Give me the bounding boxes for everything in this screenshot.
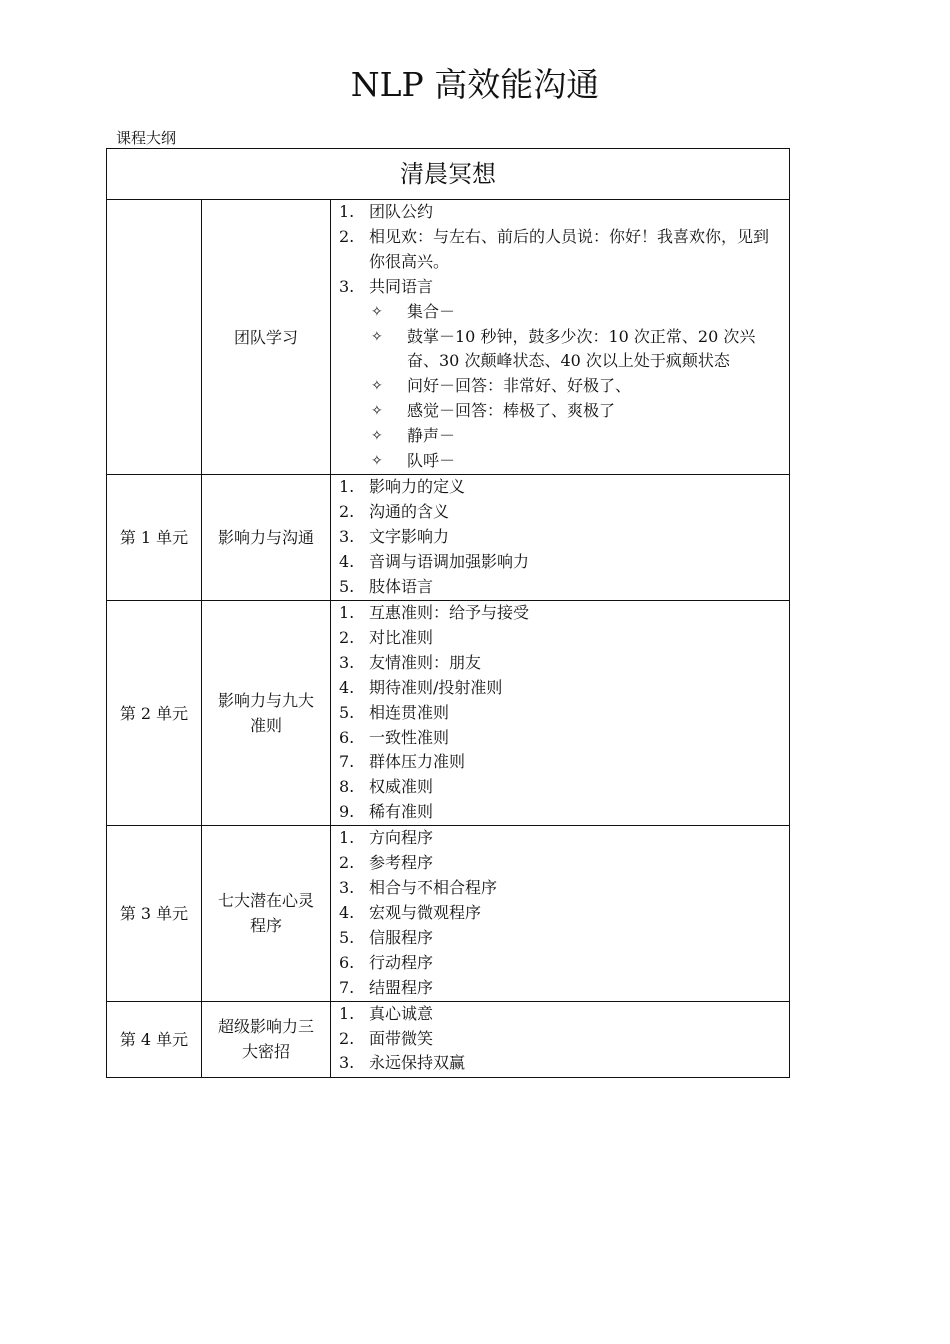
list-item-number: 2. xyxy=(339,502,355,522)
sub-list-item xyxy=(331,399,789,424)
topic-cell xyxy=(202,826,331,1001)
topic-cell xyxy=(202,200,331,475)
list-item xyxy=(331,750,789,775)
list-item-number: 1. xyxy=(339,202,355,222)
list-item-text: 一致性准则 xyxy=(369,727,450,747)
list-item-number: 3. xyxy=(339,652,355,672)
topic-cell xyxy=(202,1001,331,1077)
list-item xyxy=(331,726,789,751)
sub-list-item xyxy=(331,424,789,449)
unit-cell xyxy=(107,200,202,475)
unit-cell: 第 2 单元 xyxy=(107,601,202,826)
document-subtitle: 课程大纲 xyxy=(116,129,177,147)
list-item xyxy=(331,475,789,500)
list-item-number: 7. xyxy=(339,752,355,772)
list-item-text: 相合与不相合程序 xyxy=(369,877,498,897)
list-item-text: 参考程序 xyxy=(369,853,434,873)
list-item-number: 8. xyxy=(339,777,355,797)
list-item-text: 文字影响力 xyxy=(369,527,450,547)
list-item-number: 4. xyxy=(339,551,355,571)
items-cell xyxy=(331,826,790,1001)
list-item-number: 6. xyxy=(339,727,355,747)
topic-label: 七大潜在心灵程序 xyxy=(217,891,314,936)
list-item-number: 1. xyxy=(339,477,355,497)
list-item-number: 2. xyxy=(339,627,355,647)
table-row xyxy=(107,826,790,1001)
unit-cell: 第 1 单元 xyxy=(107,475,202,601)
diamond-star-icon: ✧ xyxy=(371,378,383,395)
list-item-text: 面带微笑 xyxy=(369,1028,434,1048)
list-item-text: 永远保持双赢 xyxy=(369,1053,466,1073)
list-item-number: 3. xyxy=(339,1053,355,1073)
list-item-text: 真心诚意 xyxy=(369,1003,434,1023)
sub-list-item-text: 集合－ xyxy=(407,301,456,321)
list-item xyxy=(331,951,789,976)
list-item-number: 6. xyxy=(339,952,355,972)
list-item-text: 肢体语言 xyxy=(369,576,434,596)
list-item xyxy=(331,225,789,275)
list-item xyxy=(331,200,789,225)
table-row xyxy=(107,601,790,826)
topic-label: 团队学习 xyxy=(233,327,298,347)
topic-cell xyxy=(202,475,331,601)
list-item-text: 共同语言 xyxy=(369,276,434,296)
list-item xyxy=(331,876,789,901)
list-item-number: 2. xyxy=(339,226,355,246)
list-item-text: 影响力的定义 xyxy=(369,477,466,497)
list-item-text: 团队公约 xyxy=(369,202,434,222)
table-row xyxy=(107,1001,790,1077)
list-item xyxy=(331,626,789,651)
list-item-text: 互惠准则：给予与接受 xyxy=(369,603,530,622)
sub-list-item-text: 鼓掌－10 秒钟，鼓多少次：10 次正常、20 次兴奋、30 次颠峰状态、40 次以上处于疯颠状态 xyxy=(407,326,756,371)
list-item-number: 5. xyxy=(339,927,355,947)
list-item-number: 1. xyxy=(339,828,355,848)
list-item xyxy=(331,550,789,575)
course-outline-table xyxy=(106,148,790,1078)
sub-list-item-text: 问好－回答：非常好、好极了、 xyxy=(407,376,632,396)
list-item-text: 宏观与微观程序 xyxy=(369,902,482,922)
list-item-text: 相见欢：与左右、前后的人员说：你好！我喜欢你，见到你很高兴。 xyxy=(369,226,770,271)
items-cell xyxy=(331,601,790,826)
list-item-text: 音调与语调加强影响力 xyxy=(369,551,530,571)
list-item-text: 结盟程序 xyxy=(369,977,434,997)
unit-cell: 第 4 单元 xyxy=(107,1001,202,1077)
list-item-number: 5. xyxy=(339,576,355,596)
list-item-number: 3. xyxy=(339,276,355,296)
list-item-text: 信服程序 xyxy=(369,927,434,947)
topic-label: 超级影响力三大密招 xyxy=(217,1017,314,1061)
list-item xyxy=(331,601,789,626)
sub-list-item xyxy=(331,449,789,474)
topic-cell xyxy=(202,601,331,826)
list-item-text: 行动程序 xyxy=(369,952,434,972)
items-cell xyxy=(331,475,790,601)
list-item xyxy=(331,1002,789,1027)
list-item xyxy=(331,775,789,800)
table-header: 清晨冥想 xyxy=(107,149,790,200)
sub-list-item-text: 队呼－ xyxy=(407,451,456,471)
list-item-text: 友情准则：朋友 xyxy=(369,652,482,672)
list-item-number: 4. xyxy=(339,677,355,697)
list-item xyxy=(331,500,789,525)
list-item xyxy=(331,976,789,1001)
topic-label: 影响力与沟通 xyxy=(217,528,314,547)
items-cell xyxy=(331,200,790,475)
list-item xyxy=(331,525,789,550)
table-row xyxy=(107,475,790,601)
list-item-text: 方向程序 xyxy=(369,828,434,848)
list-item-number: 1. xyxy=(339,603,355,622)
list-item-text: 相连贯准则 xyxy=(369,702,450,722)
list-item-text: 群体压力准则 xyxy=(369,752,466,772)
items-cell xyxy=(331,1001,790,1077)
table-header-row xyxy=(107,149,790,200)
diamond-star-icon: ✧ xyxy=(371,303,383,320)
list-item xyxy=(331,275,789,300)
list-item-number: 4. xyxy=(339,902,355,922)
list-item xyxy=(331,901,789,926)
diamond-star-icon: ✧ xyxy=(371,328,383,345)
list-item xyxy=(331,1027,789,1052)
diamond-star-icon: ✧ xyxy=(371,453,383,470)
list-item-number: 3. xyxy=(339,527,355,547)
list-item-number: 2. xyxy=(339,1028,355,1048)
list-item xyxy=(331,651,789,676)
list-item-number: 7. xyxy=(339,977,355,997)
sub-list-item xyxy=(331,374,789,399)
diamond-star-icon: ✧ xyxy=(371,428,383,445)
list-item xyxy=(331,926,789,951)
list-item xyxy=(331,1051,789,1076)
table-row xyxy=(107,200,790,475)
list-item-text: 对比准则 xyxy=(369,627,434,647)
document-title: NLP 高效能沟通 xyxy=(350,65,600,104)
list-item xyxy=(331,575,789,600)
list-item-text: 权威准则 xyxy=(369,777,434,797)
topic-label: 影响力与九大准则 xyxy=(217,691,314,736)
list-item-number: 3. xyxy=(339,877,355,897)
list-item xyxy=(331,826,789,851)
list-item-number: 5. xyxy=(339,702,355,722)
list-item xyxy=(331,851,789,876)
list-item-text: 沟通的含义 xyxy=(369,502,450,522)
list-item-text: 期待准则/投射准则 xyxy=(369,677,503,697)
sub-list-item xyxy=(331,300,789,325)
list-item-number: 9. xyxy=(339,802,355,822)
list-item-number: 1. xyxy=(339,1003,355,1023)
sub-list-item-text: 感觉－回答：棒极了、爽极了 xyxy=(407,401,616,421)
list-item-number: 2. xyxy=(339,853,355,873)
sub-list-item-text: 静声－ xyxy=(407,426,456,446)
unit-cell: 第 3 单元 xyxy=(107,826,202,1001)
list-item xyxy=(331,676,789,701)
list-item xyxy=(331,800,789,825)
list-item-text: 稀有准则 xyxy=(369,802,434,822)
sub-list-item xyxy=(331,325,789,375)
diamond-star-icon: ✧ xyxy=(371,403,383,420)
list-item xyxy=(331,701,789,726)
